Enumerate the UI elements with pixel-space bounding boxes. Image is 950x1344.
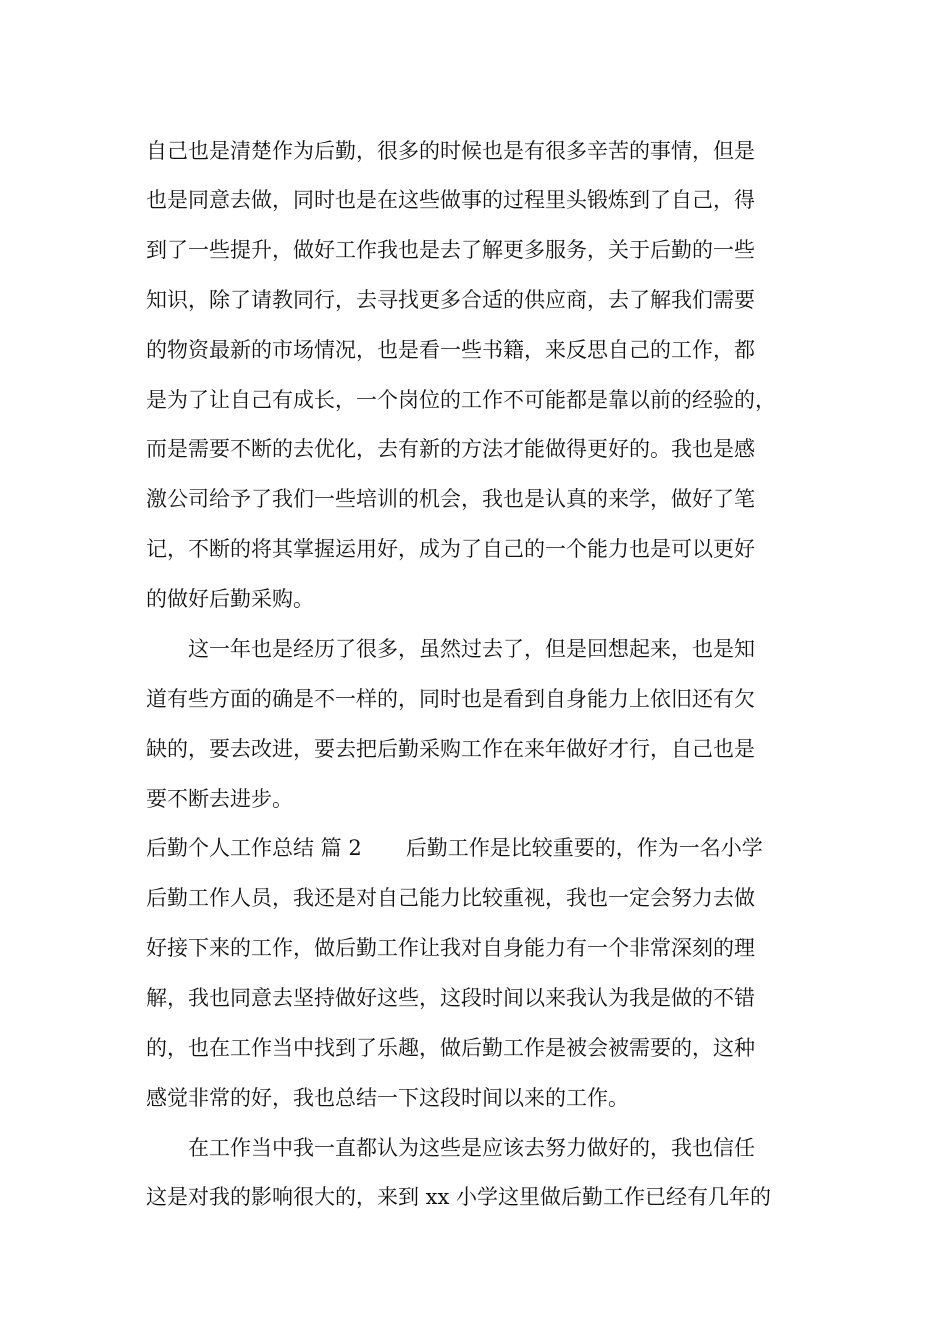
- paragraph-line: 要不断去进步。: [146, 787, 293, 811]
- section-first-line-text: 后勤工作是比较重要的，作为一名小学: [405, 836, 763, 860]
- paragraph-line: 后勤工作人员，我还是对自己能力比较重视，我也一定会努力去做: [146, 886, 755, 910]
- paragraph-line: 这是对我的影响很大的，来到 xx 小学这里做后勤工作已经有几年的: [146, 1185, 772, 1209]
- paragraph-line: 记，不断的将其掌握运用好，成为了自己的一个能力也是可以更好: [146, 537, 755, 561]
- paragraph-line: 的做好后勤采购。: [146, 587, 314, 611]
- section-heading-line: [146, 833, 763, 863]
- paragraph-line: 也是同意去做，同时也是在这些做事的过程里头锻炼到了自己，得: [146, 188, 755, 212]
- paragraph-line: 而是需要不断的去优化，去有新的方法才能做得更好的。我也是感: [146, 437, 755, 461]
- paragraph-line: 这一年也是经历了很多，虽然过去了，但是回想起来，也是知: [146, 637, 755, 661]
- paragraph-line: 道有些方面的确是不一样的，同时也是看到自身能力上依旧还有欠: [146, 687, 755, 711]
- paragraph-line: 知识，除了请教同行，去寻找更多合适的供应商，去了解我们需要: [146, 288, 755, 312]
- section-heading: 后勤个人工作总结 篇 2: [146, 836, 362, 860]
- paragraph-line: 好接下来的工作，做后勤工作让我对自身能力有一个非常深刻的理: [146, 936, 755, 960]
- paragraph-line: 缺的，要去改进，要去把后勤采购工作在来年做好才行，自己也是: [146, 737, 755, 761]
- paragraph-line: 自己也是清楚作为后勤，很多的时候也是有很多辛苦的事情，但是: [146, 139, 755, 163]
- paragraph-line: 到了一些提升，做好工作我也是去了解更多服务，关于后勤的一些: [146, 238, 755, 262]
- paragraph-line: 激公司给予了我们一些培训的机会，我也是认真的来学，做好了笔: [146, 487, 755, 511]
- paragraph-line: 是为了让自己有成长，一个岗位的工作不可能都是靠以前的经验的，: [146, 388, 776, 412]
- paragraph-line: 感觉非常的好，我也总结一下这段时间以来的工作。: [146, 1086, 629, 1110]
- paragraph-line: 在工作当中我一直都认为这些是应该去努力做好的，我也信任: [146, 1136, 755, 1160]
- paragraph-line: 的，也在工作当中找到了乐趣，做后勤工作是被会被需要的，这种: [146, 1036, 755, 1060]
- paragraph-line: 解，我也同意去坚持做好这些，这段时间以来我认为我是做的不错: [146, 986, 755, 1010]
- paragraph-line: 的物资最新的市场情况，也是看一些书籍，来反思自己的工作，都: [146, 338, 755, 362]
